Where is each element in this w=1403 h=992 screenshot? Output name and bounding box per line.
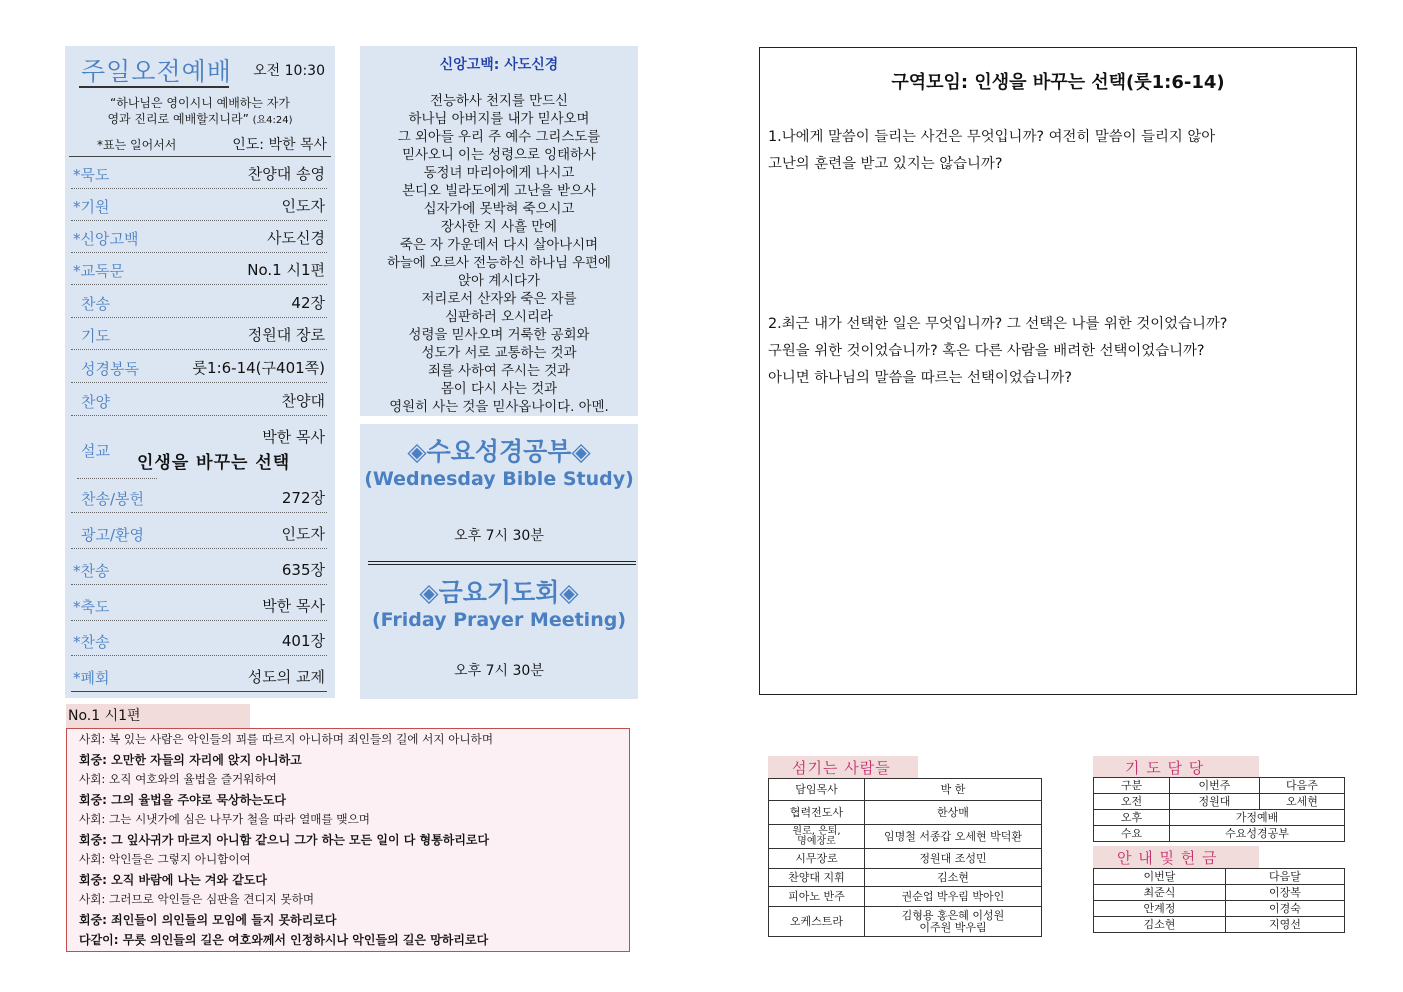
creed-line: 성도가 서로 교통하는 것과	[421, 346, 577, 361]
worship-time: 오전 10:30	[253, 63, 325, 79]
sermon-label: 설교	[81, 442, 110, 460]
creed-line: 믿사오니 이는 성령으로 잉태하사	[402, 148, 596, 163]
table-row	[769, 907, 1042, 937]
creed-line: 몸이 다시 사는 것과	[440, 382, 558, 397]
wednesday-subtitle: (Wednesday Bible Study)	[364, 468, 634, 490]
assignment-cell: 수요성경공부	[1170, 826, 1345, 842]
creed-title: 신앙고백: 사도신경	[439, 57, 559, 73]
double-rule-bottom	[368, 564, 636, 565]
creed-line: 본디오 빌라도에게 고난을 받으사	[402, 184, 596, 199]
worship-title: 주일오전예배	[81, 57, 232, 86]
order-value: 룻1:6-14(구401쪽)	[192, 359, 325, 377]
order-value: 사도신경	[267, 229, 325, 247]
name-cell: 이경숙	[1226, 901, 1345, 917]
name-cell: 지영선	[1226, 917, 1345, 933]
creed-line: 저리로서 산자와 죽은 자를	[421, 292, 577, 307]
reading-line: 사회: 그러므로 악인들은 심판을 견디지 못하며	[79, 892, 315, 906]
order-value: No.1 시1편	[247, 261, 325, 279]
reading-line: 회중: 죄인들이 의인들의 모임에 들지 못하리로다	[79, 913, 337, 927]
order-label: 광고/환영	[81, 526, 145, 544]
reading-line: 회중: 오직 바람에 나는 겨와 같도다	[79, 873, 267, 887]
verse-ref: (요4:24)	[252, 115, 293, 126]
role-cell	[769, 825, 865, 849]
order-row	[71, 518, 327, 549]
order-row	[71, 287, 327, 318]
order-row	[71, 625, 327, 656]
friday-time: 오후 7시 30분	[454, 663, 544, 679]
order-label: *신앙고백	[73, 230, 139, 248]
creed-text	[360, 93, 638, 417]
table-row	[769, 849, 1042, 869]
reading-line: 사회: 악인들은 그렇지 아니함이여	[79, 852, 251, 866]
order-label: 찬송/봉헌	[81, 490, 145, 508]
creed-line: 전능하사 천지를 만드신	[430, 94, 568, 109]
creed-line: 심판하러 오시리라	[445, 310, 553, 325]
offering-table	[1093, 868, 1345, 933]
table-row	[769, 779, 1042, 801]
table-row	[1094, 794, 1345, 810]
reading-line: 회중: 그 잎사귀가 마르지 아니함 같으니 그가 하는 모든 일이 다 형통하리로다	[79, 833, 490, 847]
order-label: *찬송	[73, 633, 110, 651]
order-row	[71, 190, 327, 221]
assignment-cell: 가정예배	[1170, 810, 1345, 826]
title-underline	[79, 86, 229, 88]
creed-line: 십자가에 못박혀 죽으시고	[423, 202, 575, 217]
standing-note: *표는 일어서서	[97, 138, 177, 152]
worship-verse-line1: “하나님은 영이시니 예배하는 자가	[110, 96, 290, 110]
order-value: 인도자	[281, 525, 325, 543]
header-cell: 구분	[1094, 778, 1170, 794]
friday-subtitle: (Friday Prayer Meeting)	[371, 609, 627, 631]
service-cell: 오전	[1094, 794, 1170, 810]
service-cell: 오후	[1094, 810, 1170, 826]
name-line: 김형용 홍은혜 이성원	[901, 908, 1005, 922]
reading-line: 사회: 오직 여호와의 율법을 즐거워하여	[79, 772, 277, 786]
header-divider	[69, 156, 331, 157]
name-cell	[865, 907, 1042, 937]
table-row	[769, 801, 1042, 825]
creed-line: 앉아 계시다가	[458, 274, 540, 289]
sermon-divider	[77, 478, 157, 479]
table-row	[769, 887, 1042, 907]
order-label: *교독문	[73, 262, 124, 280]
question-2-line2: 구원을 위한 것이었습니까? 혹은 다른 사람을 배려한 선택이었습니까?	[768, 343, 1205, 359]
creed-line: 그 외아들 우리 주 예수 그리스도를	[397, 130, 601, 145]
name-cell: 김소현	[865, 869, 1042, 887]
creed-line: 장사한 지 사흘 만에	[440, 220, 558, 235]
order-value: 인도자	[281, 197, 325, 215]
table-row	[1094, 917, 1345, 933]
name-line: 이주원 박우림	[919, 920, 987, 934]
order-label: 찬양	[81, 393, 110, 411]
order-label: *묵도	[73, 166, 110, 184]
name-cell: 이장복	[1226, 885, 1345, 901]
next-week-cell: 오세현	[1260, 794, 1345, 810]
role-cell: 담임목사	[769, 779, 865, 801]
table-row	[769, 825, 1042, 849]
role-line: 명예장로	[797, 835, 836, 847]
table-row	[1094, 810, 1345, 826]
group-title: 구역모임: 인생을 바꾸는 선택(룻1:6-14)	[891, 72, 1225, 93]
name-cell: 안계정	[1094, 901, 1226, 917]
name-cell: 박 한	[865, 779, 1042, 801]
creed-line: 죄를 사하여 주시는 것과	[427, 364, 571, 379]
role-cell: 오케스트라	[769, 907, 865, 937]
name-cell: 임명철 서종갑 오세현 박덕환	[865, 825, 1042, 849]
question-2-line3: 아니면 하나님의 말씀을 따르는 선택이었습니까?	[768, 370, 1072, 386]
servers-table	[768, 778, 1042, 937]
name-cell: 김소현	[1094, 917, 1226, 933]
creed-line: 영원히 사는 것을 믿사옵나이다. 아멘.	[389, 400, 609, 415]
name-cell: 권순업 박우림 박아인	[865, 887, 1042, 907]
role-line: 원로, 은퇴,	[792, 825, 841, 837]
double-rule-top	[368, 561, 636, 562]
header-cell: 다음달	[1226, 869, 1345, 885]
reading-line: 회중: 오만한 자들의 자리에 앉지 아니하고	[79, 753, 302, 767]
order-value: 272장	[281, 489, 325, 507]
sermon-speaker: 박한 목사	[262, 428, 325, 446]
creed-line: 동정녀 마리아에게 나시고	[423, 166, 575, 181]
table-row	[1094, 885, 1345, 901]
header-cell: 이번달	[1094, 869, 1226, 885]
worship-order-panel	[65, 46, 335, 698]
order-label: *축도	[73, 598, 110, 616]
order-row	[71, 554, 327, 585]
midweek-panel	[360, 424, 638, 699]
role-cell: 시무장로	[769, 849, 865, 869]
table-row	[1094, 778, 1345, 794]
name-cell: 한상매	[865, 801, 1042, 825]
psalm-tag: No.1 시1편	[66, 704, 250, 728]
wednesday-time: 오후 7시 30분	[454, 528, 544, 544]
question-2-line1: 2.최근 내가 선택한 일은 무엇입니까? 그 선택은 나를 위한 것이었습니까?	[768, 316, 1228, 332]
question-1-line1: 1.나에게 말씀이 들리는 사건은 무엇입니까? 여전히 말씀이 들리지 않아	[768, 129, 1216, 145]
order-value: 635장	[281, 561, 325, 579]
offering-tag: 안 내 및 헌 금	[1093, 846, 1259, 868]
order-row	[71, 482, 327, 513]
reading-line: 회중: 그의 율법을 주야로 묵상하는도다	[79, 793, 286, 807]
responsive-reading	[66, 728, 630, 952]
role-cell: 협력전도사	[769, 801, 865, 825]
order-value: 42장	[291, 294, 325, 312]
this-week-cell: 정원대	[1170, 794, 1260, 810]
service-cell: 수요	[1094, 826, 1170, 842]
order-label: *찬송	[73, 562, 110, 580]
prayer-table	[1093, 777, 1345, 842]
header-cell: 이번주	[1170, 778, 1260, 794]
table-row	[1094, 826, 1345, 842]
order-value: 정원대 장로	[247, 326, 325, 344]
wednesday-title: ◈수요성경공부◈	[407, 437, 591, 466]
order-row	[71, 254, 327, 285]
order-row	[71, 319, 327, 350]
creed-line: 죽은 자 가운데서 다시 살아나시며	[399, 238, 599, 253]
verse-text: 영과 진리로 예배할지니라”	[107, 112, 249, 126]
table-row	[1094, 901, 1345, 917]
servers-tag: 섬기는 사람들	[768, 756, 918, 778]
worship-leader: 인도: 박한 목사	[232, 137, 327, 153]
order-value: 찬양대 송영	[247, 165, 325, 183]
prayer-tag: 기 도 담 당	[1093, 756, 1259, 778]
order-value: 성도의 교제	[247, 668, 325, 686]
question-1-line2: 고난의 훈련을 받고 있지는 않습니까?	[768, 156, 1003, 172]
sermon-title: 인생을 바꾸는 선택	[137, 453, 291, 473]
order-row	[71, 385, 327, 416]
role-cell: 찬양대 지휘	[769, 869, 865, 887]
order-label: 찬송	[81, 295, 110, 313]
order-row	[71, 352, 327, 383]
order-row	[71, 590, 327, 621]
group-meeting-box	[759, 47, 1357, 695]
table-row	[1094, 869, 1345, 885]
name-cell: 최준식	[1094, 885, 1226, 901]
order-label: 성경봉독	[81, 360, 139, 378]
order-label: *기원	[73, 198, 110, 216]
footer-divider	[71, 691, 327, 692]
table-row	[769, 869, 1042, 887]
header-cell: 다음주	[1260, 778, 1345, 794]
reading-line: 다같이: 무릇 의인들의 길은 여호와께서 인정하시나 악인들의 길은 망하리로다	[79, 933, 489, 947]
creed-line: 하나님 아버지를 내가 믿사오며	[408, 112, 590, 127]
friday-title: ◈금요기도회◈	[419, 578, 579, 607]
name-cell: 정원대 조성민	[865, 849, 1042, 869]
role-cell: 피아노 반주	[769, 887, 865, 907]
creed-panel	[360, 46, 638, 416]
order-row	[71, 661, 327, 691]
order-label: *폐회	[73, 669, 110, 687]
creed-line: 하늘에 오르사 전능하신 하나님 우편에	[387, 256, 611, 271]
creed-line: 성령을 믿사오며 거룩한 공회와	[408, 328, 590, 343]
order-value: 박한 목사	[262, 597, 325, 615]
worship-verse-line2	[65, 110, 335, 127]
reading-line: 사회: 복 있는 사람은 악인들의 꾀를 따르지 아니하며 죄인들의 길에 서지 아니하며	[79, 732, 494, 746]
order-row	[71, 222, 327, 253]
order-value: 찬양대	[281, 392, 325, 410]
order-row	[71, 158, 327, 189]
order-label: 기도	[81, 327, 110, 345]
order-value: 401장	[281, 632, 325, 650]
reading-line: 사회: 그는 시냇가에 심은 나무가 철을 따라 열매를 맺으며	[79, 812, 370, 826]
